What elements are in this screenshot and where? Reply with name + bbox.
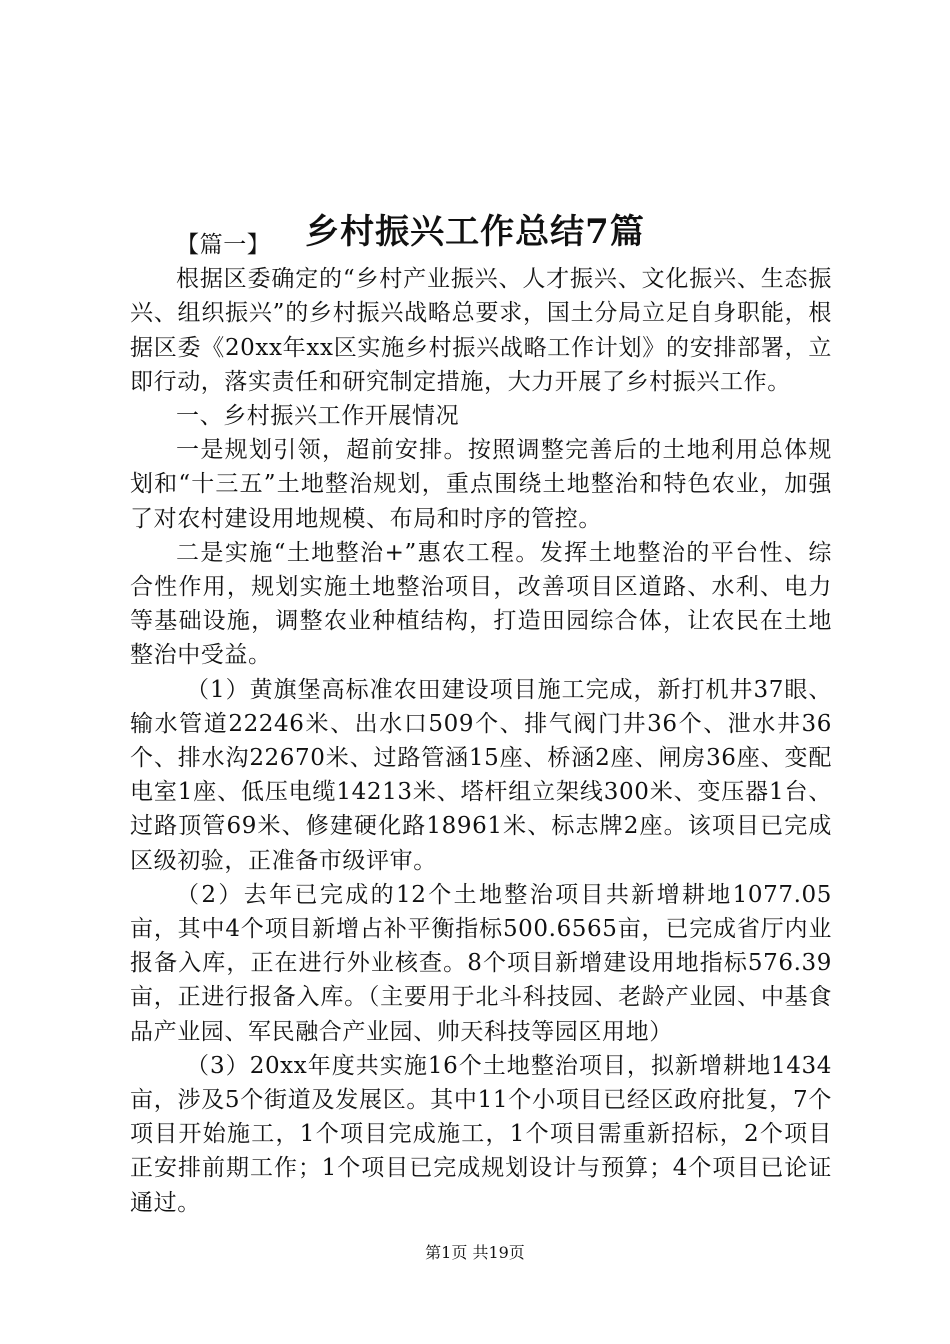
section-heading-part-one: 【篇一】 — [176, 232, 271, 258]
paragraph-item-1: （1）黄旗堡高标准农田建设项目施工完成，新打机井37眼、输水管道22246米、出水口509个、排气阀门井36个、泄水井36个、排水沟22670米、过路管涵15座、桥涵2座、闸房36座、变配电室1座、低压电缆14213米、塔杆组立架线300米、变压器1台、过路顶管69米、修建硬化路18961米、标志牌2座。该项目已完成区级初验，正准备市级评审。 — [130, 676, 832, 874]
paragraph-planning: 一是规划引领，超前安排。按照调整完善后的土地利用总体规划和“十三五”土地整治规划，重点围绕土地整治和特色农业，加强了对农村建设用地规模、布局和时序的管控。 — [130, 437, 832, 532]
section-heading-progress: 一、乡村振兴工作开展情况 — [176, 403, 460, 430]
paragraph-item-2: （2）去年已完成的12个土地整治项目共新增耕地1077.05亩，其中4个项目新增占补平衡指标500.6565亩，已完成省厅内业报备入库，正在进行外业核查。8个项目新增建设用地指标576.39亩，正进行报备入库。（主要用于北斗科技园、老龄产业园、中基食品产业园、军民融合产业园、帅天科技等园区用地） — [130, 881, 832, 1045]
document-body — [130, 228, 832, 1220]
document-title: 乡村振兴工作总结7篇 — [305, 211, 645, 252]
paragraph-land-consolidation: 二是实施“土地整治+”惠农工程。发挥土地整治的平台性、综合性作用，规划实施土地整治项目，改善项目区道路、水利、电力等基础设施，调整农业种植结构，打造田园综合体，让农民在土地整治中受益。 — [130, 539, 832, 669]
paragraph-intro: 根据区委确定的“乡村产业振兴、人才振兴、文化振兴、生态振兴、组织振兴”的乡村振兴战略总要求，国土分局立足自身职能，根据区委《20xx年xx区实施乡村振兴战略工作计划》的安排部署，立即行动，落实责任和研究制定措施，大力开展了乡村振兴工作。 — [130, 266, 832, 395]
page-footer: 第1页 共19页 — [425, 1243, 525, 1262]
paragraph-item-3: （3）20xx年度共实施16个土地整治项目，拟新增耕地1434亩，涉及5个街道及发展区。其中11个小项目已经区政府批复，7个项目开始施工，1个项目完成施工，1个项目需重新招标，2个项目正安排前期工作；1个项目已完成规划设计与预算；4个项目已论证通过。 — [130, 1052, 832, 1216]
